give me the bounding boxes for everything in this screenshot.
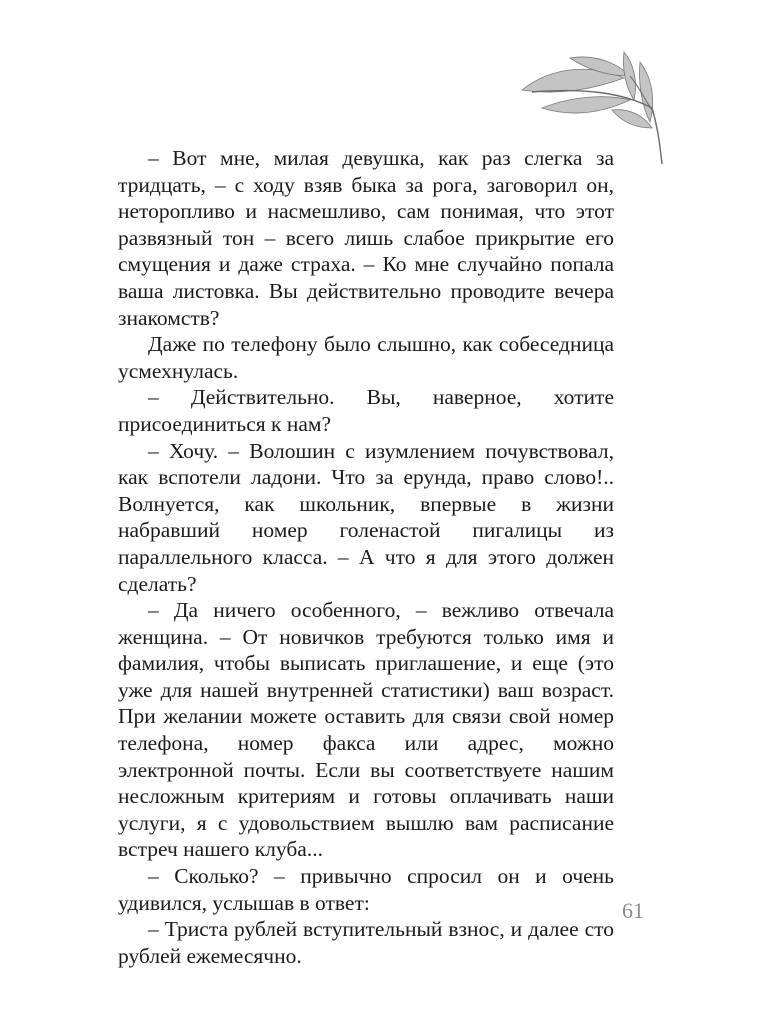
paragraph: – Да ничего особенного, – вежливо отвечала женщина. – От новичков требуются только имя и фамилия, чтобы выписать приглашение, и еще (это уже для нашей внутренней статистики) ваш возраст. При желании можете оставить для связи свой номер телефона, номер факса или адрес, можно электронной почты. Если вы соответствуете нашим несложным критериям и готовы оплачивать наши услуги, я с удовольствием вышлю вам расписание встреч нашего клуба... [118, 598, 614, 862]
paragraph: – Хочу. – Волошин с изумлением почувствовал, как вспотели ладони. Что за ерунда, право слово!.. Волнуется, как школьник, впервые в жизни набравший номер голенастой пигалицы из параллельного класса. – А что я для этого должен сделать? [118, 438, 614, 596]
paragraph: – Сколько? – привычно спросил он и очень удивился, услышав в ответ: [118, 864, 614, 915]
paragraph: – Триста рублей вступительный взнос, и далее сто рублей ежемесячно. [118, 917, 614, 968]
page-number: 61 [622, 898, 644, 923]
paragraph: – Действительно. Вы, наверное, хотите присоединиться к нам? [118, 385, 614, 436]
paragraph: – Вот мне, милая девушка, как раз слегка за тридцать, – с ходу взяв быка за рога, заговорил он, неторопливо и насмешливо, сам понимая, что этот развязный тон – всего лишь слабое прикрытие его смущения и даже страха. – Ко мне случайно попала ваша листовка. Вы действительно проводите вечера знакомств? [118, 146, 614, 330]
paragraph: Даже по телефону было слышно, как собеседница усмехнулась. [118, 332, 614, 383]
body-text [118, 145, 614, 969]
